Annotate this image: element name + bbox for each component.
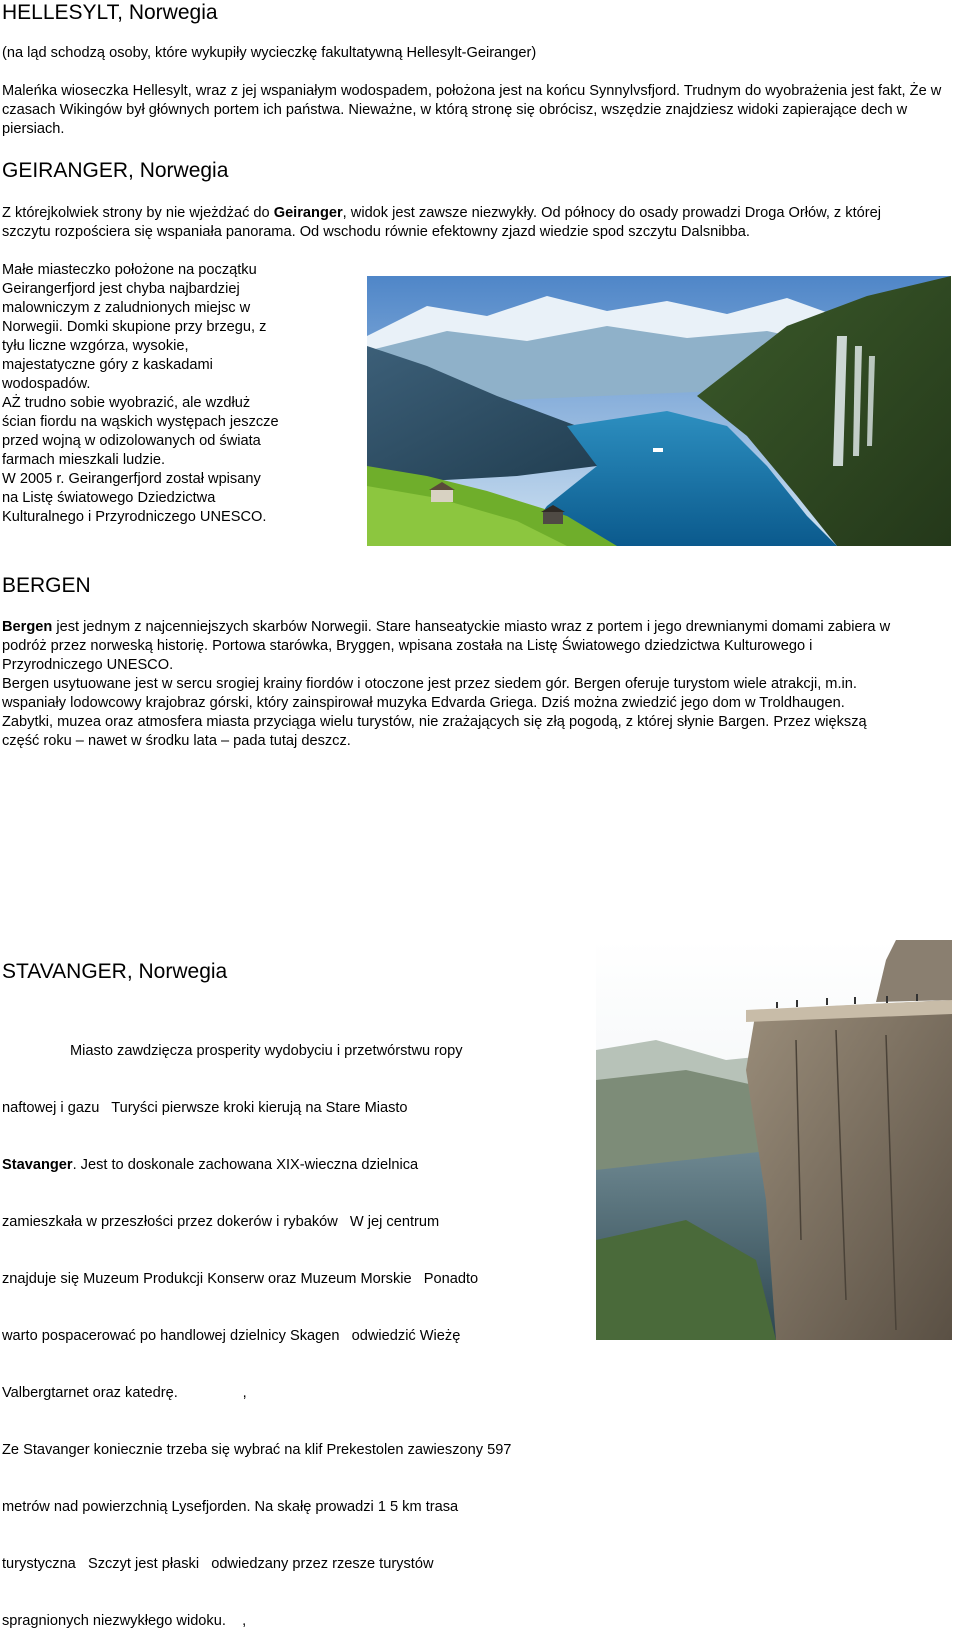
geiranger-intro [2, 204, 882, 242]
geiranger-side-line: Małe miasteczko położone na początku [2, 262, 257, 278]
bergen-paragraph-2: Bergen usytuowane jest w sercu srogiej krainy fiordów i otoczone jest przez siedem gór. Bergen oferuje turystom wiele atrakcji, m.in. wspaniały lodowcowy krajobraz górski, który zainspirował muzyka Edvarda Griega. Dziś można zwiedzić jego dom w Troldhaugen. [2, 676, 857, 711]
geiranger-side-line: przed wojną w odizolowanych od świata [2, 433, 261, 449]
bergen-paragraph-1-rest: jest jednym z najcenniejszych skarbów Norwegii. Stare hanseatyckie miasto wraz z portem i jego drewnianymi domami zabiera w podróż przez norweską historię. Portowa starówka, Bryggen, wpisana została na Listę Światowego dziedzictwa Kulturowego i Przyrodniczego UNESCO. [2, 619, 891, 673]
stavanger-heading: STAVANGER, Norwegia [2, 960, 228, 983]
stavanger-line: spragnionych niezwykłego widoku. , [2, 1613, 247, 1629]
stavanger-line: Miasto zawdzięcza prosperity wydobyciu i przetwórstwu ropy [70, 1043, 463, 1059]
hellesylt-body: Maleńka wioseczka Hellesylt, wraz z jej wspaniałym wodospadem, położona jest na końcu Synnylvsfjord. Trudnym do wyobrażenia jest fakt, Że w czasach Wikingów był głównych portem ich państwa. Nieważne, w którą stronę się obrócisz, wszędzie znajdziesz widoki zapierające dech w piersiach. [2, 83, 942, 137]
geiranger-side-line: Norwegii. Domki skupione przy brzegu, z [2, 319, 267, 335]
stavanger-line: zamieszkała w przeszłości przez dokerów i rybaków W jej centrum [2, 1214, 440, 1230]
stavanger-text [2, 1004, 594, 1650]
bergen-text [2, 618, 892, 751]
geiranger-intro-before: Z którejkolwiek strony by nie wjeżdżać do [2, 205, 274, 221]
bergen-paragraph-1 [2, 618, 892, 675]
geiranger-side-line: AŻ trudno sobie wyobrazić, ale wzdłuż [2, 395, 251, 411]
geiranger-side-line: ścian fiordu na wąskich występach jeszcze [2, 414, 279, 430]
geiranger-side-line: wodospadów. [2, 376, 91, 392]
stavanger-line: znajduje się Muzeum Produkcji Konserw oraz Muzeum Morskie Ponadto [2, 1271, 479, 1287]
bergen-heading: BERGEN [2, 574, 91, 597]
fjord-illustration [367, 276, 951, 546]
stavanger-line-3 [2, 1156, 594, 1175]
stavanger-name-bold: Stavanger [2, 1157, 73, 1173]
stavanger-line: Valbergtarnet oraz katedrę. , [2, 1385, 247, 1401]
geiranger-heading: GEIRANGER, Norwegia [2, 159, 229, 182]
geiranger-side-line: tyłu liczne wzgórza, wysokie, [2, 338, 189, 354]
geiranger-side-text [2, 261, 362, 527]
hellesylt-note: (na ląd schodzą osoby, które wykupiły wycieczkę fakultatywną Hellesylt-Geiranger) [2, 45, 537, 61]
geiranger-side-line: W 2005 r. Geirangerfjord został wpisany [2, 471, 261, 487]
stavanger-line: warto pospacerować po handlowej dzielnicy Skagen odwiedzić Wieżę [2, 1328, 461, 1344]
bergen-paragraph-3: Zabytki, muzea oraz atmosfera miasta przyciąga wielu turystów, nie zrażających się złą pogodą, z której słynie Bargen. Przez większą część roku – nawet w środku lata – pada tutaj deszcz. [2, 714, 867, 749]
geiranger-side-line: na Listę światowego Dziedzictwa [2, 490, 216, 506]
geiranger-side-line: farmach mieszkali ludzie. [2, 452, 166, 468]
stavanger-line: naftowej i gazu Turyści pierwsze kroki kierują na Stare Miasto [2, 1100, 408, 1116]
geiranger-side-line: Geirangerfjord jest chyba najbardziej [2, 281, 240, 297]
geiranger-side-line: majestatyczne góry z kaskadami [2, 357, 213, 373]
geiranger-side-line: malowniczym z zaludnionych miejsc w [2, 300, 251, 316]
bergen-name-bold: Bergen [2, 619, 53, 635]
cliff-illustration [596, 940, 952, 1340]
geiranger-intro-after: , widok jest zawsze niezwykły. Od północy do osady prowadzi Droga Orłów, z której szczytu rozpościera się wspaniała panorama. Od wschodu równie efektowny zjazd wiedzie spod szczytu Dalsnibba. [2, 205, 881, 240]
geirangerfjord-photo [367, 276, 951, 546]
hellesylt-heading: HELLESYLT, Norwegia [2, 1, 218, 24]
preikestolen-photo [596, 940, 952, 1340]
geiranger-name-bold: Geiranger [273, 205, 343, 221]
stavanger-line: metrów nad powierzchnią Lysefjorden. Na skałę prowadzi 1 5 km trasa [2, 1499, 459, 1515]
stavanger-line: Ze Stavanger koniecznie trzeba się wybrać na klif Prekestolen zawieszony 597 [2, 1442, 512, 1458]
stavanger-line: turystyczna Szczyt jest płaski odwiedzany przez rzesze turystów [2, 1556, 434, 1572]
stavanger-line-3-rest: . Jest to doskonale zachowana XIX-wieczna dzielnica [72, 1157, 419, 1173]
geiranger-side-line: Kulturalnego i Przyrodniczego UNESCO. [2, 509, 267, 525]
